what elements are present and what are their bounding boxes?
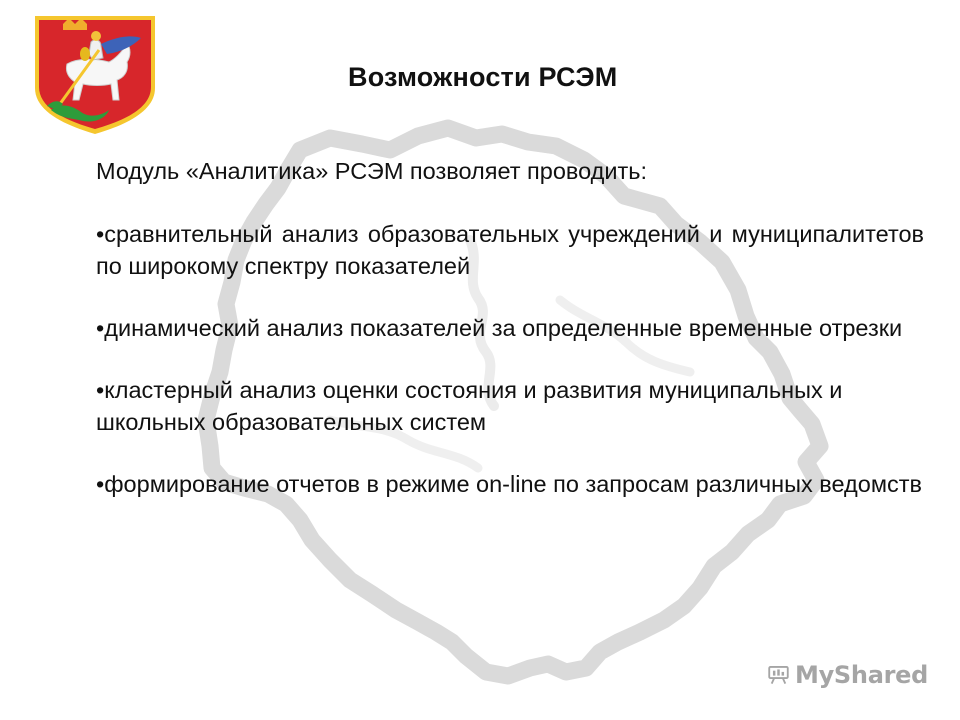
presentation-board-icon <box>768 660 789 690</box>
slide-title: Возможности РСЭМ <box>348 62 618 92</box>
bullet-item: •формирование отчетов в режиме on-line по запросам различных ведомств <box>96 471 922 497</box>
slide-body <box>96 155 924 530</box>
bullet-item: •сравнительный анализ образовательных учреждений и муниципалитетов по широкому спектру показателей <box>96 221 924 279</box>
bullet-item: •кластерный анализ оценки состояния и развития муниципальных и школьных образовательных систем <box>96 377 843 435</box>
bullet-item: •динамический анализ показателей за определенные временные отрезки <box>96 315 903 341</box>
myshared-watermark <box>768 658 928 692</box>
moscow-oblast-coat-of-arms-icon <box>33 14 157 136</box>
intro-text: Модуль «Аналитика» РСЭМ позволяет проводить: <box>96 158 648 184</box>
watermark-text: MyShared <box>795 661 928 689</box>
